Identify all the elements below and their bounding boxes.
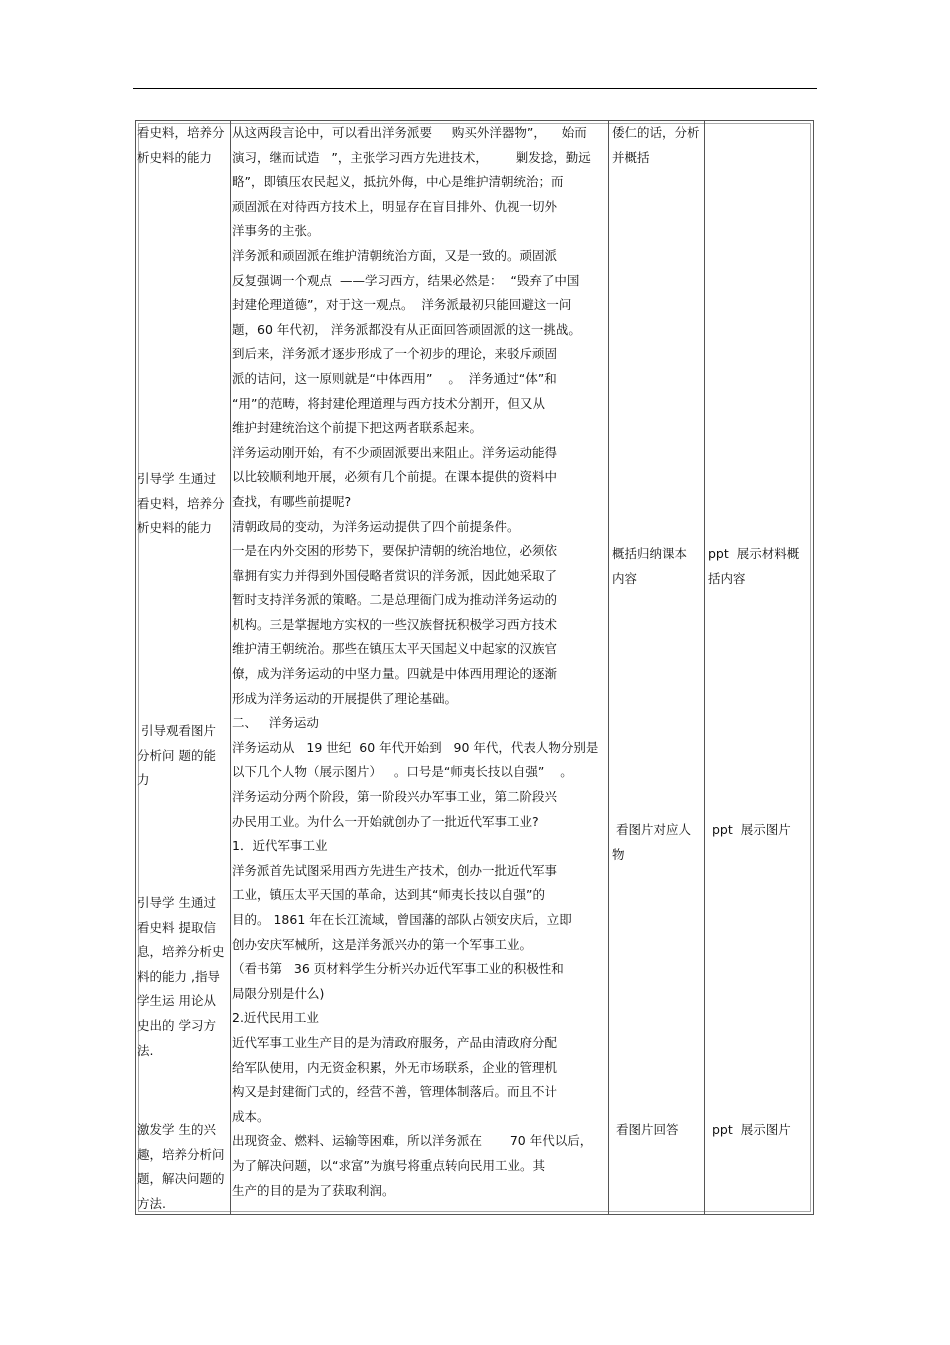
column-divider — [608, 121, 609, 1214]
objective-block-4 — [137, 891, 229, 1063]
teaching-content — [232, 121, 607, 1203]
text-line: 倭仁的话，分析 — [612, 125, 700, 140]
text-line: 引导学 生通过 — [137, 471, 216, 486]
text-line: 2.近代民用工业 — [232, 1010, 319, 1026]
student-activity-3 — [612, 818, 704, 867]
text-line: 方法. — [137, 1195, 166, 1211]
text-line: 维护清王朝统治。那些在镇压太平天国起义中起家的汉族官 — [232, 641, 558, 657]
text-line: 以比较顺利地开展，必须有几个前提。在课本提供的资料中 — [232, 469, 558, 485]
student-activity-1 — [612, 121, 704, 170]
text-line: 暂时支持洋务派的策略。二是总理衙门成为推动洋务运动的 — [232, 592, 558, 608]
media-note-3 — [708, 1118, 812, 1143]
text-line: 看图片回答 — [612, 1122, 679, 1137]
text-line: 题，60 年代初， 洋务派都没有从正面回答顽固派的这一挑战。 — [232, 321, 581, 337]
text-line: 洋务运动刚开始，有不少顽固派要出来阻止。洋务运动能得 — [232, 444, 558, 460]
text-line: 史出的 学习方 — [137, 1017, 216, 1033]
text-line: 息，培养分析史 — [137, 944, 225, 960]
text-line: 以下几个人物（展示图片） 。口号是“师夷长技以自强” 。 — [232, 764, 573, 780]
text-line: 反复强调一个观点 ——学习西方，结果必然是： “毁弃了中国 — [232, 272, 580, 288]
text-line: “用”的范畴，将封建伦理道理与西方技术分割开，但又从 — [232, 395, 545, 411]
student-activity-4 — [612, 1118, 704, 1143]
text-line: 办民用工业。为什么一开始就创办了一批近代军事工业? — [232, 813, 539, 829]
text-line: 生产的目的是为了获取利润。 — [232, 1182, 395, 1198]
text-line: 1．近代军事工业 — [232, 838, 328, 854]
text-line: 洋务派首先试图采用西方先进生产技术，创办一批近代军事 — [232, 862, 558, 878]
text-line: 洋事务的主张。 — [232, 223, 320, 239]
text-line: 为了解决问题，以“求富”为旗号将重点转向民用工业。其 — [232, 1157, 545, 1173]
text-line: 法. — [137, 1042, 154, 1058]
text-line: 工业，镇压太平天国的革命，达到其“师夷长技以自强”的 — [232, 887, 545, 903]
text-line: 引导学 生通过 — [137, 895, 216, 910]
text-line: 二、 洋务运动 — [232, 715, 319, 731]
text-line: 查找，有哪些前提呢? — [232, 493, 352, 509]
text-line: 僚，成为洋务运动的中坚力量。四就是中体西用理论的逐渐 — [232, 666, 558, 682]
text-line: 洋务运动从 19 世纪 60 年代开始到 90 年代，代表人物分别是 — [232, 739, 599, 755]
text-line: 封建伦理道德”，对于这一观点。 洋务派最初只能回避这一问 — [232, 297, 572, 313]
text-line: 洋务运动分两个阶段，第一阶段兴办军事工业，第二阶段兴 — [232, 789, 558, 805]
text-line: （看书第 36 页材料学生分析兴办近代军事工业的积极性和 — [232, 961, 564, 977]
text-line: 括内容 — [708, 570, 746, 586]
text-line: 机构。三是掌握地方实权的一些汉族督抚积极学习西方技术 — [232, 616, 558, 632]
text-line: 引导观看图片 — [137, 723, 216, 738]
text-line: 看史料，培养分 — [137, 125, 225, 140]
text-line: 学生运 用论从 — [137, 993, 216, 1009]
column-divider — [230, 121, 231, 1214]
text-line: 并概括 — [612, 149, 650, 165]
text-line: 看史料，培养分 — [137, 495, 225, 511]
text-line: 给军队使用，内无资金积累，外无市场联系，企业的管理机 — [232, 1059, 558, 1075]
text-line: 略”，即镇压农民起义，抵抗外侮，中心是维护清朝统治；而 — [232, 174, 564, 190]
text-line: 看图片对应人 — [612, 822, 691, 837]
text-line: 分析问 题的能 — [137, 747, 216, 763]
text-line: ppt 展示图片 — [708, 822, 791, 837]
objective-block-2 — [137, 467, 229, 541]
text-line: 靠拥有实力并得到外国侵略者赏识的洋务派，因此她采取了 — [232, 567, 558, 583]
text-line: 概括归纳课本 — [612, 546, 688, 561]
text-line: ppt 展示图片 — [708, 1122, 791, 1137]
text-line: 看史料 提取信 — [137, 919, 216, 935]
text-line: 物 — [612, 846, 625, 862]
text-line: 料的能力 ,指导 — [137, 968, 220, 984]
objective-block-5 — [137, 1118, 229, 1216]
text-line: 顽固派在对待西方技术上，明显存在盲目排外、仇视一切外 — [232, 198, 558, 214]
text-line: 趣，培养分析问 — [137, 1146, 225, 1162]
objective-block-1 — [137, 121, 229, 170]
text-line: 目的。 1861 年在长江流域，曾国藩的部队占领安庆后，立即 — [232, 912, 572, 927]
text-line: 派的诘问，这一原则就是“中体西用” 。 洋务通过“体”和 — [232, 370, 557, 386]
media-note-1 — [708, 542, 812, 591]
text-line: 演习，继而试造 ”，主张学习西方先进技术， 剿发捻，勤远 — [232, 149, 591, 165]
text-line: 力 — [137, 772, 150, 788]
media-note-2 — [708, 818, 812, 843]
text-line: 析史料的能力 — [137, 520, 213, 536]
text-line: 从这两段言论中，可以看出洋务派要 购买外洋器物”， 始而 — [232, 125, 587, 140]
text-line: 到后来，洋务派才逐步形成了一个初步的理论，来驳斥顽固 — [232, 346, 558, 362]
text-line: 洋务派和顽固派在维护清朝统治方面，又是一致的。顽固派 — [232, 247, 558, 263]
objective-block-3 — [137, 719, 229, 793]
text-line: 近代军事工业生产目的是为清政府服务，产品由清政府分配 — [232, 1034, 558, 1050]
text-line: 激发学 生的兴 — [137, 1122, 216, 1137]
text-line: 构又是封建衙门式的，经营不善，管理体制落后。而且不计 — [232, 1084, 558, 1100]
text-line: 创办安庆军械所，这是洋务派兴办的第一个军事工业。 — [232, 936, 533, 952]
column-divider — [704, 121, 705, 1214]
text-line: ppt 展示材料概 — [708, 546, 800, 561]
text-line: 清朝政局的变动，为洋务运动提供了四个前提条件。 — [232, 518, 520, 534]
top-rule — [133, 88, 817, 89]
text-line: 成本。 — [232, 1108, 270, 1124]
text-line: 一是在内外交困的形势下，要保护清朝的统治地位，必须依 — [232, 543, 558, 559]
text-line: 出现资金、燃料、运输等困难，所以洋务派在 70 年代以后， — [232, 1133, 593, 1149]
text-line: 题，解决问题的 — [137, 1171, 225, 1187]
text-line: 形成为洋务运动的开展提供了理论基础。 — [232, 690, 458, 706]
text-line: 局限分别是什么) — [232, 985, 325, 1001]
text-line: 析史料的能力 — [137, 149, 213, 165]
text-line: 内容 — [612, 570, 638, 586]
text-line: 维护封建统治这个前提下把这两者联系起来。 — [232, 420, 483, 436]
lesson-plan-table — [135, 120, 814, 1215]
student-activity-2 — [612, 542, 704, 591]
